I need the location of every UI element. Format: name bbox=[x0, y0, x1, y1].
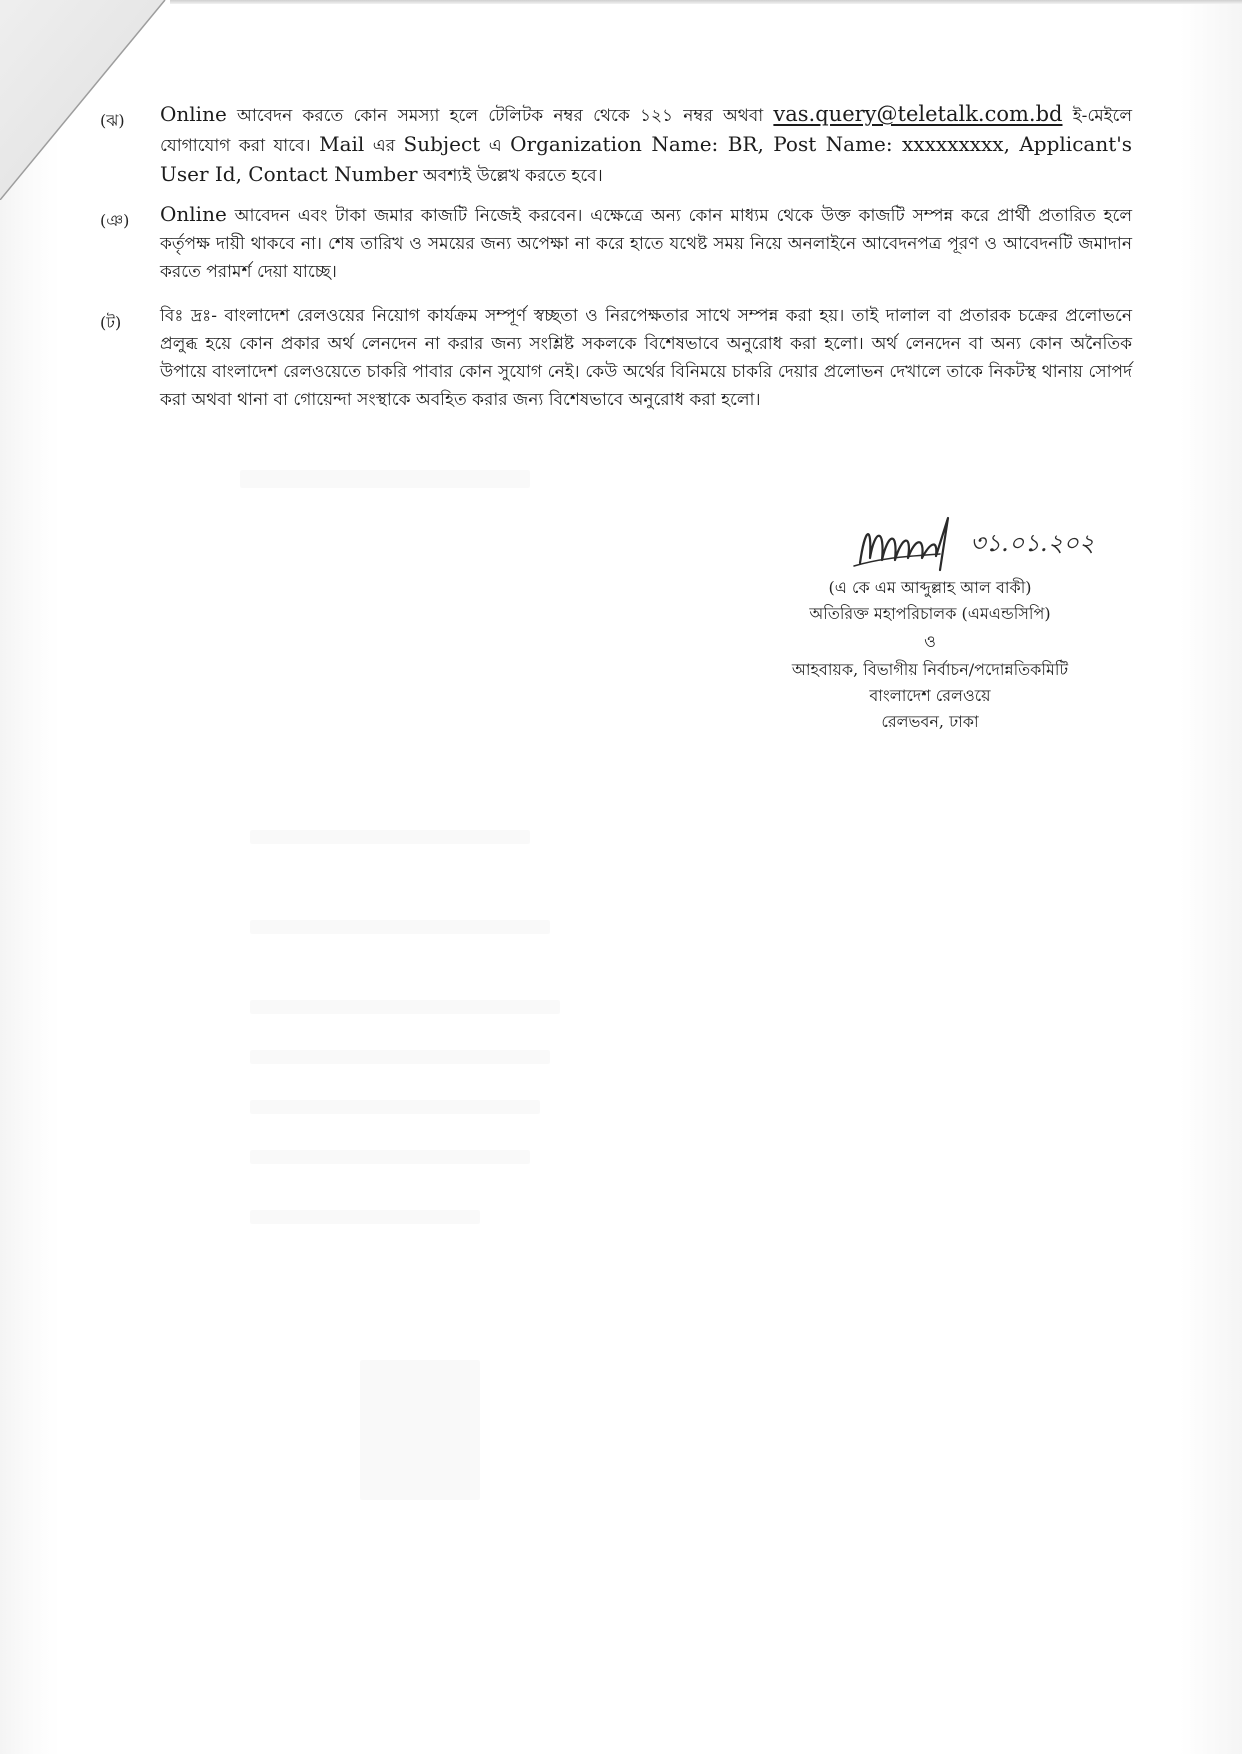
clause-text-part: ই-মেইলে যোগাযোগ করা যাবে। bbox=[160, 106, 1132, 156]
clause-marker: (ট) bbox=[100, 313, 122, 332]
signatory-organization: বাংলাদেশ রেলওয়ে bbox=[869, 686, 991, 705]
signatory-designation-2: আহবায়ক, বিভাগীয় নির্বাচন/পদোন্নতিকমিটি bbox=[791, 660, 1069, 679]
mail-term: Mail bbox=[319, 132, 365, 156]
clause-text-part: এ bbox=[480, 136, 511, 156]
signatory-designation-1: অতিরিক্ত মহাপরিচালক (এমএন্ডসিপি) bbox=[809, 604, 1051, 623]
subject-term: Subject bbox=[403, 132, 481, 156]
clause-marker: (ঞ) bbox=[100, 211, 130, 230]
folded-corner bbox=[0, 0, 180, 200]
signature-block bbox=[740, 529, 1120, 760]
clause-text-part: আবেদন এবং টাকা জমার কাজটি নিজেই করবেন। এক্ষেত্রে অন্য কোন মাধ্যম থেকে উক্ত কাজটি সম্পন্ন করে প্রার্থী প্রতারিত হলে কর্তৃপক্ষ দায়ী থাকবে না। শেষ তারিখ ও সময়ের জন্য অপেক্ষা না করে হাতে যথেষ্ট সময় নিয়ে অনলাইনে আবেদনপত্র পূরণ ও আবেদনটি জমাদান করতে পরামর্শ দেয়া যাচ্ছে। bbox=[160, 206, 1132, 282]
clause-text bbox=[160, 302, 1132, 414]
clause-text-part: এর bbox=[364, 136, 404, 156]
signatory-name: (এ কে এম আব্দুল্লাহ আল বাকী) bbox=[828, 578, 1032, 597]
signatory-location: রেলভবন, ঢাকা bbox=[881, 712, 979, 731]
bleed-through-2 bbox=[250, 830, 530, 844]
bleed-through-1 bbox=[240, 470, 530, 488]
clause-text-part: আবেদন করতে কোন সমস্যা হলে টেলিটক নম্বর থেকে ১২১ নম্বর অথবা bbox=[226, 106, 774, 126]
subject-format: Organization Name: BR, Post Name: xxxxxxxxx, Applicant's User Id, Contact Number bbox=[160, 132, 1133, 186]
signature-date: ৩১.০১.২০২ bbox=[970, 529, 1095, 557]
clause-marker: (ঝ) bbox=[100, 111, 125, 130]
scan-top-edge bbox=[170, 0, 1242, 4]
bleed-through-box bbox=[360, 1360, 480, 1500]
clause-text bbox=[160, 100, 1132, 190]
bleed-through-7 bbox=[250, 1150, 530, 1164]
clause-text-part: অবশ্যই উল্লেখ করতে হবে। bbox=[417, 166, 603, 186]
online-term: Online bbox=[160, 102, 227, 126]
online-term: Online bbox=[160, 202, 227, 226]
bleed-through-3 bbox=[250, 920, 550, 934]
bleed-through-8 bbox=[250, 1210, 480, 1224]
bleed-through-5 bbox=[250, 1050, 550, 1064]
signatory-conjunction: ও bbox=[924, 632, 936, 651]
notice-text: বিঃ দ্রঃ- বাংলাদেশ রেলওয়ের নিয়োগ কার্যক্রম সম্পূর্ণ স্বচ্ছতা ও নিরপেক্ষতার সাথে সম্পন্ন করা হয়। তাই দালাল বা প্রতারক চক্রের প্রলোভনে প্রলুব্ধ হয়ে কোন প্রকার অর্থ লেনদেন না করার জন্য সংশ্লিষ্ট সকলকে বিশেষভাবে অনুরোধ করা হলো। অর্থ লেনদেন বা অন্য কোন অনৈতিক উপায়ে বাংলাদেশ রেলওয়েতে চাকরি পাবার কোন সুযোগ নেই। কেউ অর্থের বিনিময়ে চাকরি দেয়ার প্রলোভন দেখালে তাকে নিকটস্থ থানায় সোপর্দ করা অথবা থানা বা গোয়েন্দা সংস্থাকে অবহিত করার জন্য বিশেষভাবে অনুরোধ করা হলো। bbox=[160, 306, 1132, 410]
support-email-link[interactable]: vas.query@teletalk.com.bd bbox=[773, 102, 1063, 126]
bleed-through-6 bbox=[250, 1100, 540, 1114]
clause-text bbox=[160, 200, 1132, 286]
bleed-through-4 bbox=[250, 1000, 560, 1014]
